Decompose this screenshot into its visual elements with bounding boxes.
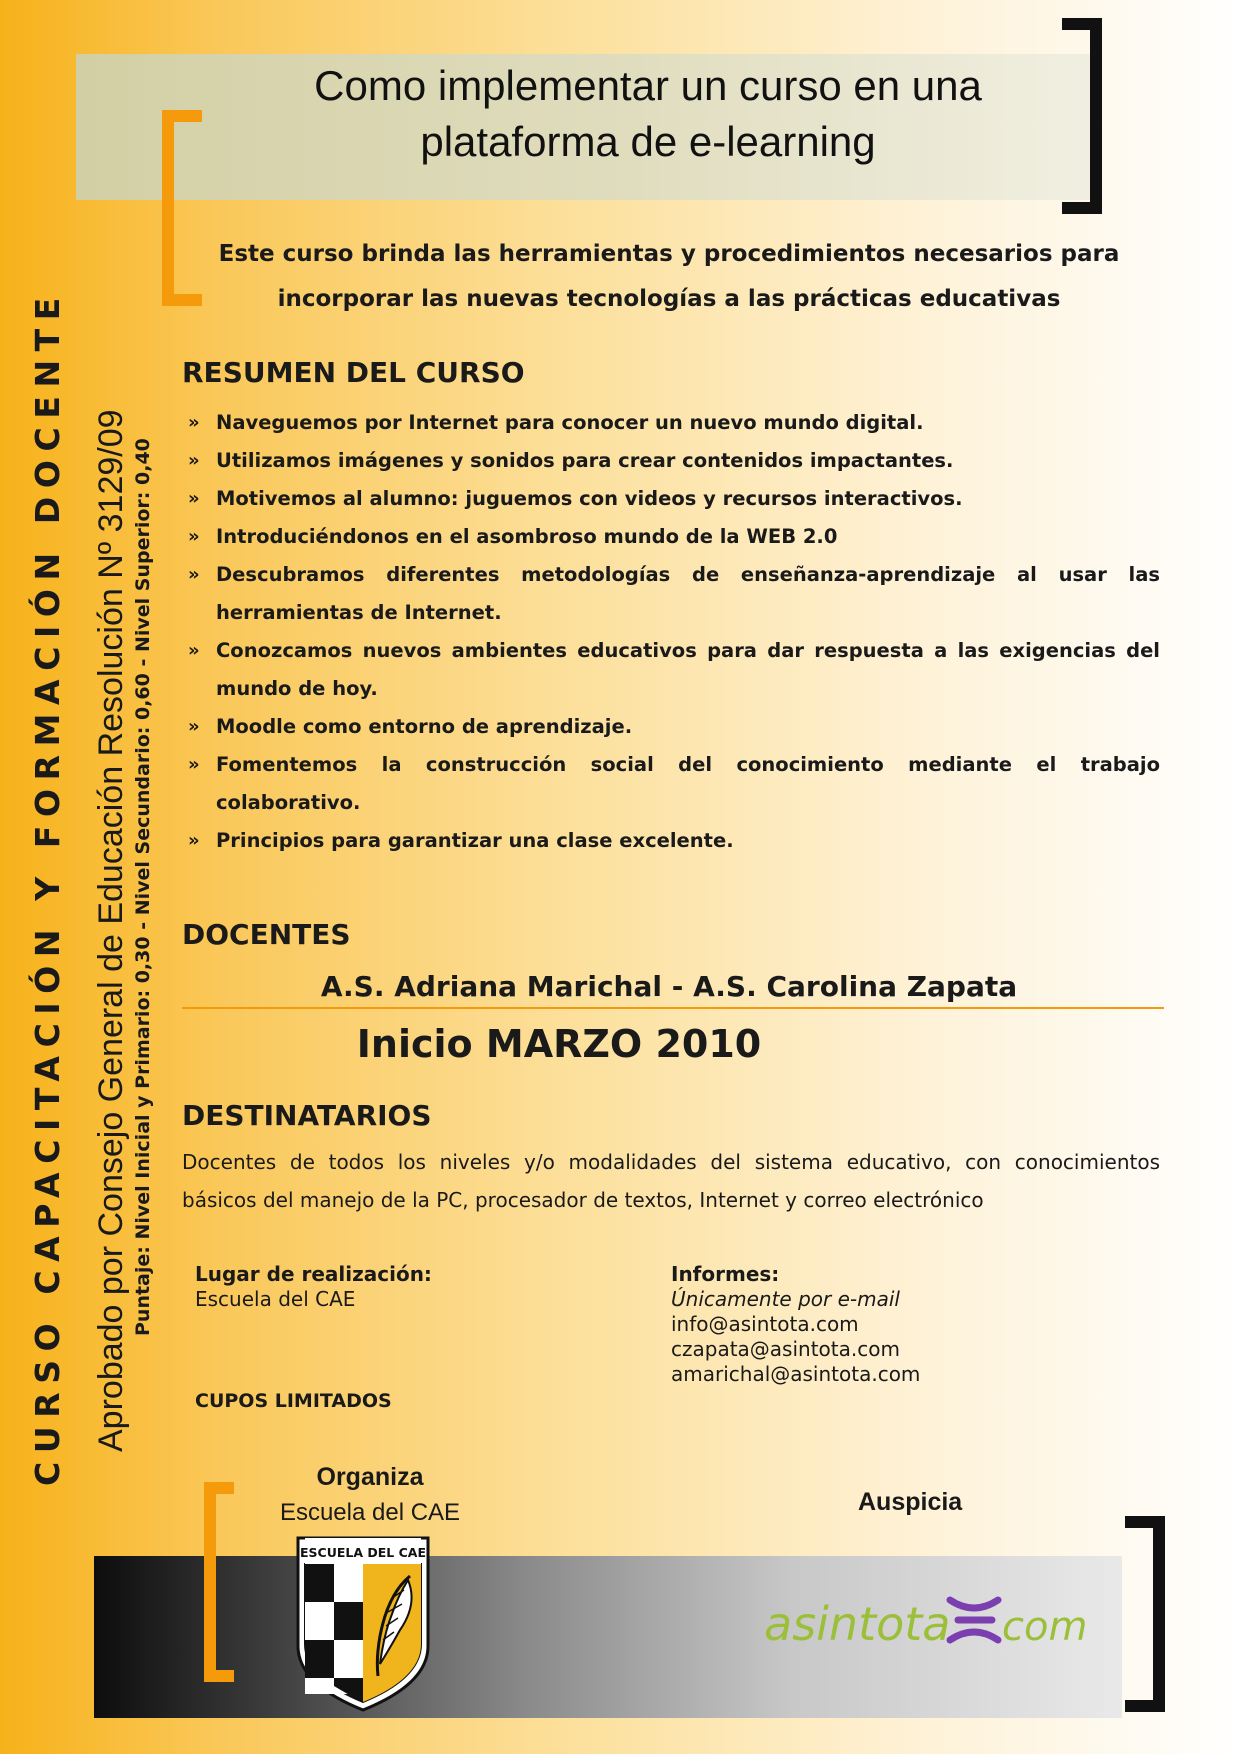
side-score: Puntaje: Nivel Inicial y Primario: 0,30 - Nivel Secundario: 0,60 - Nivel Superior: 0,40 [132,438,154,1336]
asintota-logo-icon [762,1586,1088,1656]
summary-list [188,404,1160,860]
course-intro [178,232,1160,322]
bullet-marker: » [188,526,200,547]
venue-block [195,1262,432,1312]
course-title [76,58,1220,170]
list-item [188,632,1160,708]
bullet-marker: » [188,716,200,737]
bullet-marker: » [188,450,200,471]
email-link[interactable]: czapata@asintota.com [671,1337,900,1361]
email-link[interactable]: amarichal@asintota.com [671,1362,921,1386]
list-item-text: Introduciéndonos en el asombroso mundo de la WEB 2.0 [216,525,838,548]
organizer-name: Escuela del CAE [279,1499,461,1526]
logo-text-left: asintota [764,1597,951,1651]
black-bracket-top [1062,18,1102,214]
bullet-marker: » [188,564,200,585]
list-item-text: Conozcamos nuevos ambientes educativos para dar respuesta a las exigencias del mundo de hoy. [216,639,1160,700]
side-course-title: CURSO CAPACITACIÓN Y FORMACIÓN DOCENTE [28,289,67,1486]
bullet-marker: » [188,640,200,661]
list-item-text: Moodle como entorno de aprendizaje. [216,715,633,738]
list-item [188,442,1160,480]
logo-text-right: com [1002,1604,1088,1650]
list-item [188,822,1160,860]
email-link[interactable]: info@asintota.com [671,1312,859,1336]
start-date: Inicio MARZO 2010 [356,1022,762,1066]
bullet-marker: » [188,754,200,775]
list-item-text: Descubramos diferentes metodologías de enseñanza-aprendizaje al usar las herramientas de Internet. [216,563,1160,624]
list-item-text: Fomentemos la construcción social del conocimiento mediante el trabajo colaborativo. [216,753,1160,814]
organizer-block [230,1460,510,1532]
info-label: Informes: [671,1262,780,1286]
list-item-text: Utilizamos imágenes y sonidos para crear contenidos impactantes. [216,449,954,472]
list-item [188,746,1160,822]
info-note: Únicamente por e-mail [671,1287,900,1311]
list-item-text: Naveguemos por Internet para conocer un nuevo mundo digital. [216,411,924,434]
side-approval: Aprobado por Consejo General de Educación Resolución Nº 3129/09 [92,409,130,1452]
list-item [188,404,1160,442]
title-line: Como implementar un curso en una [314,62,982,109]
organizer-label: Organiza [316,1463,424,1491]
orange-bracket-bottom [204,1482,234,1682]
bullet-marker: » [188,488,200,509]
list-item-text: Motivemos al alumno: juguemos con videos y recursos interactivos. [216,487,963,510]
venue-label: Lugar de realización: [195,1262,432,1286]
venue-value: Escuela del CAE [195,1287,356,1311]
bullet-marker: » [188,412,200,433]
teachers-heading: DOCENTES [182,918,351,951]
black-bracket-bottom [1125,1516,1165,1712]
intro-line: Este curso brinda las herramientas y procedimientos necesarios para [218,241,1120,267]
audience-text: Docentes de todos los niveles y/o modalidades del sistema educativo, con conocimientos básicos del manejo de la PC, procesador de textos, Internet y correo electrónico [182,1150,1160,1212]
sponsor-label: Auspicia [858,1488,963,1516]
list-item-text: Principios para garantizar una clase excelente. [216,829,734,852]
crest-text: ESCUELA DEL CAE [299,1545,427,1560]
intro-line: incorporar las nuevas tecnologías a las prácticas educativas [277,286,1061,312]
list-item [188,480,1160,518]
summary-heading: RESUMEN DEL CURSO [182,356,525,389]
list-item [188,556,1160,632]
limited-seats: CUPOS LIMITADOS [195,1390,392,1412]
list-item [188,518,1160,556]
list-item [188,708,1160,746]
orange-divider [182,1007,1164,1009]
audience-heading: DESTINATARIOS [182,1099,432,1132]
school-crest-icon [292,1534,434,1714]
title-line: plataforma de e-learning [420,118,876,165]
info-block [671,1262,920,1387]
bullet-marker: » [188,830,200,851]
teacher-names: A.S. Adriana Marichal - A.S. Carolina Zapata [320,970,1018,1003]
